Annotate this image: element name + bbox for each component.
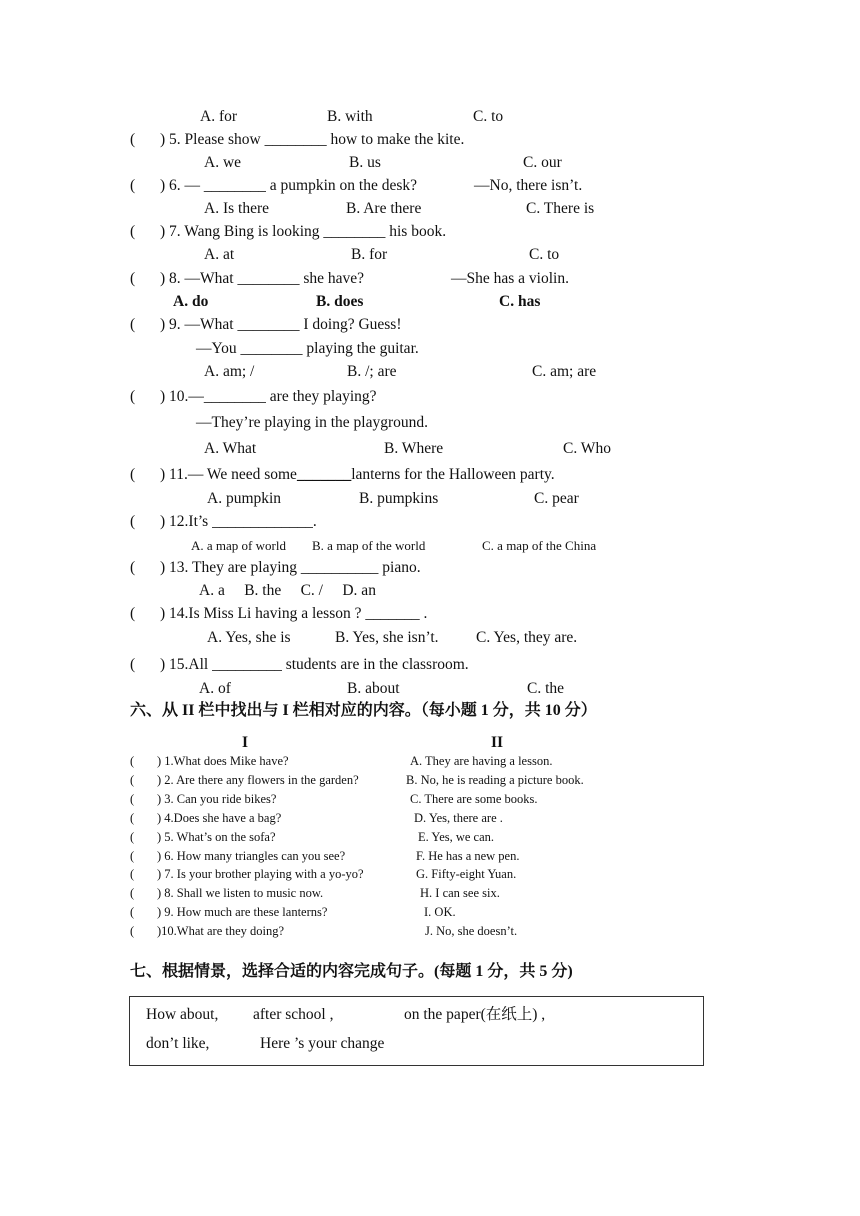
option-a: A. at	[204, 246, 235, 263]
option-c: C. pear	[534, 490, 579, 507]
option-a: A. What	[204, 440, 257, 457]
option-b: B. about	[347, 680, 400, 697]
answer-paren[interactable]: (	[130, 177, 136, 194]
column-header-ii: II	[491, 734, 504, 751]
question-stem: ) 5. Please show ________ how to make the kite.	[160, 131, 465, 148]
matching-answer: A. They are having a lesson.	[410, 754, 553, 768]
answer-paren[interactable]: (	[130, 605, 136, 622]
dialogue-answer: —No, there isn’t.	[474, 177, 583, 194]
option-a: A. of	[199, 680, 231, 697]
option-a: A. we	[204, 154, 242, 171]
option-b: B. for	[351, 246, 388, 263]
matching-question: )10.What are they doing?	[157, 924, 285, 938]
answer-paren[interactable]: (	[130, 811, 135, 825]
answer-paren[interactable]: (	[130, 131, 136, 148]
question-stem: ) 13. They are playing __________ piano.	[160, 559, 421, 576]
answer-paren[interactable]: (	[130, 388, 136, 405]
answer-paren[interactable]: (	[130, 830, 135, 844]
option-a: A. do	[173, 293, 209, 310]
matching-question: ) 9. How much are these lanterns?	[157, 905, 328, 919]
matching-question: ) 8. Shall we listen to music now.	[157, 886, 324, 900]
option-b: B. pumpkins	[359, 490, 439, 507]
option-b: B. /; are	[347, 363, 397, 380]
matching-answer: D. Yes, there are .	[414, 811, 503, 825]
option-a: A. for	[200, 108, 238, 125]
matching-question: ) 1.What does Mike have?	[157, 754, 289, 768]
matching-answer: F. He has a new pen.	[416, 849, 520, 863]
matching-answer: E. Yes, we can.	[418, 830, 495, 844]
option-b: B. Are there	[346, 200, 422, 217]
answer-paren[interactable]: (	[130, 849, 135, 863]
option-c: C. Yes, they are.	[476, 629, 578, 646]
section-6-title: 六、从 II 栏中找出与 I 栏相对应的内容。（每小题 1 分，共 10 分）	[130, 702, 597, 719]
answer-paren[interactable]: (	[130, 924, 135, 938]
question-stem: ) 12.It’s _____________.	[160, 513, 317, 530]
option-b: B. us	[349, 154, 381, 171]
option-c: C. the	[527, 680, 565, 697]
matching-answer: B. No, he is reading a picture book.	[406, 773, 584, 787]
matching-answer: J. No, she doesn’t.	[425, 924, 518, 938]
option-c: C. to	[473, 108, 504, 125]
word-option: after school ,	[253, 1006, 334, 1023]
question-line2: —They’re playing in the playground.	[196, 414, 429, 431]
option-c: C. a map of the China	[482, 538, 597, 553]
question-stem: ) 14.Is Miss Li having a lesson ? _______ .	[160, 605, 428, 622]
answer-paren[interactable]: (	[130, 867, 135, 881]
matching-question: ) 4.Does she have a bag?	[157, 811, 282, 825]
question-stem: ) 11.— We need some_______lanterns for the Halloween party.	[160, 466, 555, 483]
option-a: A. Yes, she is	[207, 629, 291, 646]
option-a: A. a map of world	[191, 538, 286, 553]
matching-answer: I. OK.	[424, 905, 456, 919]
option-a: A. pumpkin	[207, 490, 282, 507]
word-option: Here ’s your change	[260, 1035, 385, 1052]
option-a: A. Is there	[204, 200, 269, 217]
option-list: A. a B. the C. / D. an	[199, 582, 376, 599]
option-b: B. Yes, she isn’t.	[335, 629, 439, 646]
option-a: A. am; /	[204, 363, 255, 380]
matching-question: ) 3. Can you ride bikes?	[157, 792, 277, 806]
option-c: C. There is	[526, 200, 595, 217]
matching-question: ) 6. How many triangles can you see?	[157, 849, 346, 863]
option-c: C. to	[529, 246, 560, 263]
answer-paren[interactable]: (	[130, 466, 136, 483]
column-header-i: I	[242, 734, 249, 751]
answer-paren[interactable]: (	[130, 754, 135, 768]
word-option: don’t like,	[146, 1035, 210, 1052]
matching-question: ) 7. Is your brother playing with a yo-yo?	[157, 867, 364, 881]
answer-paren[interactable]: (	[130, 656, 136, 673]
answer-paren[interactable]: (	[130, 773, 135, 787]
section-7-title: 七、根据情景，选择合适的内容完成句子。(每题 1 分，共 5 分)	[130, 963, 573, 980]
question-stem: ) 6. — ________ a pumpkin on the desk?	[160, 177, 418, 194]
option-c: C. Who	[563, 440, 611, 457]
option-c: C. our	[523, 154, 562, 171]
answer-paren[interactable]: (	[130, 223, 136, 240]
dialogue-answer: —She has a violin.	[451, 270, 569, 287]
option-b: B. with	[327, 108, 373, 125]
question-stem: ) 8. —What ________ she have?	[160, 270, 365, 287]
answer-paren[interactable]: (	[130, 886, 135, 900]
option-c: C. am; are	[532, 363, 597, 380]
question-stem: ) 9. —What ________ I doing? Guess!	[160, 316, 402, 333]
matching-answer: H. I can see six.	[420, 886, 500, 900]
answer-paren[interactable]: (	[130, 559, 136, 576]
option-c: C. has	[499, 293, 541, 310]
option-b: B. does	[316, 293, 364, 310]
question-stem: ) 15.All _________ students are in the classroom.	[160, 656, 469, 673]
option-b: B. Where	[384, 440, 444, 457]
answer-paren[interactable]: (	[130, 316, 136, 333]
matching-question: ) 5. What’s on the sofa?	[157, 830, 276, 844]
answer-paren[interactable]: (	[130, 792, 135, 806]
answer-paren[interactable]: (	[130, 513, 136, 530]
question-stem: ) 10.—________ are they playing?	[160, 388, 377, 405]
matching-answer: G. Fifty-eight Yuan.	[416, 867, 517, 881]
answer-paren[interactable]: (	[130, 270, 136, 287]
answer-paren[interactable]: (	[130, 905, 135, 919]
question-line2: —You ________ playing the guitar.	[196, 340, 419, 357]
word-option: on the paper(在纸上) ,	[404, 1006, 546, 1023]
question-stem: ) 7. Wang Bing is looking ________ his book.	[160, 223, 447, 240]
option-b: B. a map of the world	[312, 538, 426, 553]
word-option: How about,	[146, 1006, 219, 1023]
matching-question: ) 2. Are there any flowers in the garden?	[157, 773, 359, 787]
matching-answer: C. There are some books.	[410, 792, 538, 806]
